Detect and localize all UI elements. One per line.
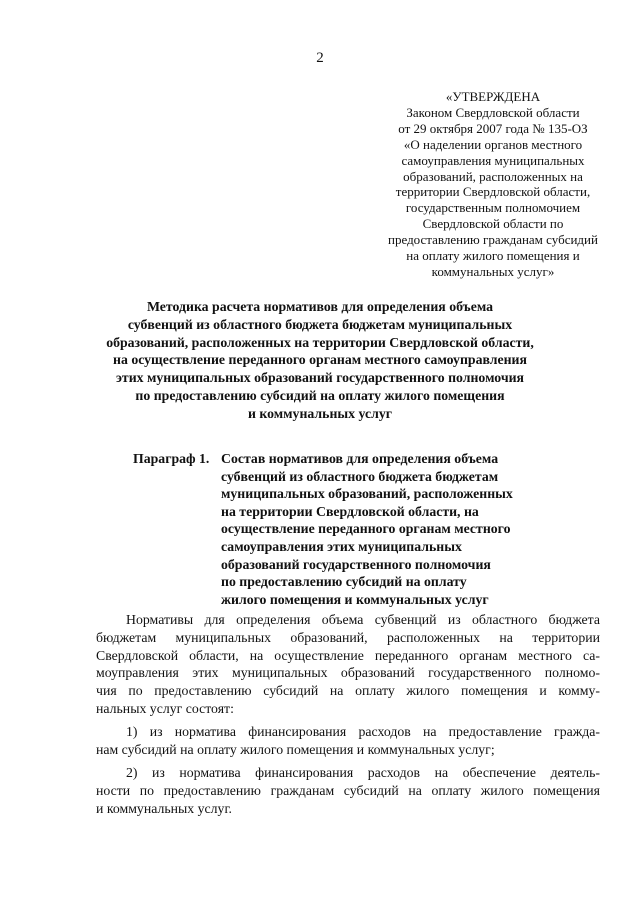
document-title [100, 298, 540, 423]
heading-line: осуществление переданного органам местного [221, 521, 511, 537]
body-line: и коммунальных услуг. [96, 800, 232, 816]
paragraph-heading-text [221, 450, 593, 608]
approval-line: Законом Свердловской области [406, 104, 580, 120]
body-line: нальных услуг состоят: [96, 700, 234, 716]
heading-line: жилого помещения и коммунальных услуг [221, 591, 489, 607]
approval-line: Свердловской области по [422, 216, 564, 232]
body-line: Свердловской области, на осуществление переданного органам местного са- [96, 647, 600, 663]
approval-stamp-block [378, 89, 608, 280]
approval-line: самоуправления муниципальных [401, 152, 585, 168]
body-line: ности по предоставлению гражданам субсидий на оплату жилого помещения [96, 782, 600, 798]
body-item-1 [96, 723, 600, 759]
approval-line: «УТВЕРЖДЕНА [445, 89, 541, 104]
heading-line: муниципальных образований, расположенных [221, 486, 513, 502]
body-line: чия по предоставлению субсидий на оплату жилого помещения и комму- [96, 683, 600, 699]
approval-line: государственным полномочием [405, 200, 581, 216]
heading-line: самоуправления этих муниципальных [221, 538, 462, 554]
heading-line: по предоставлению субсидий на оплату [221, 574, 467, 590]
body-line: 2) из норматива финансирования расходов на обеспечение деятель- [126, 765, 600, 780]
body-line: нам субсидий на оплату жилого помещения и коммунальных услуг; [96, 741, 495, 757]
title-line: на осуществление переданного органам местного самоуправления [113, 352, 527, 368]
title-line: Методика расчета нормативов для определения объема [146, 299, 494, 314]
body-line: 1) из норматива финансирования расходов на предоставление гражда- [126, 724, 600, 739]
approval-line: территории Свердловской области, [395, 184, 591, 200]
title-line: образований, расположенных на территории Свердловской области, [106, 334, 534, 350]
heading-line: на территории Свердловской области, на [221, 503, 479, 519]
body-line: моуправления этих муниципальных образований государственного полномо- [96, 665, 600, 681]
heading-line: Состав нормативов для определения объема [221, 451, 499, 466]
page-number: 2 [316, 50, 324, 66]
body-line: Нормативы для определения объема субвенций из областного бюджета [126, 612, 600, 627]
heading-line: образований государственного полномочия [221, 556, 491, 572]
title-line: по предоставлению субсидий на оплату жилого помещения [135, 387, 505, 403]
approval-line: на оплату жилого помещения и [406, 248, 580, 264]
body-intro-paragraph [96, 611, 600, 718]
title-line: и коммунальных услуг [247, 405, 393, 421]
approval-line: от 29 октября 2007 года № 135-ОЗ [398, 120, 588, 136]
paragraph-label: Параграф 1. [133, 451, 210, 466]
title-line: этих муниципальных образований государственного полномочия [115, 370, 525, 386]
approval-line: «О наделении органов местного [403, 136, 583, 152]
title-line: субвенций из областного бюджета бюджетам муниципальных [127, 316, 513, 332]
body-item-2 [96, 764, 600, 817]
approval-line: коммунальных услуг» [431, 263, 555, 279]
body-line: бюджетам муниципальных образований, расположенных на территории [96, 629, 600, 645]
heading-line: субвенций из областного бюджета бюджетам [221, 468, 499, 484]
approval-line: образований, расположенных на [403, 168, 583, 184]
approval-line: предоставлению гражданам субсидий [388, 232, 598, 248]
